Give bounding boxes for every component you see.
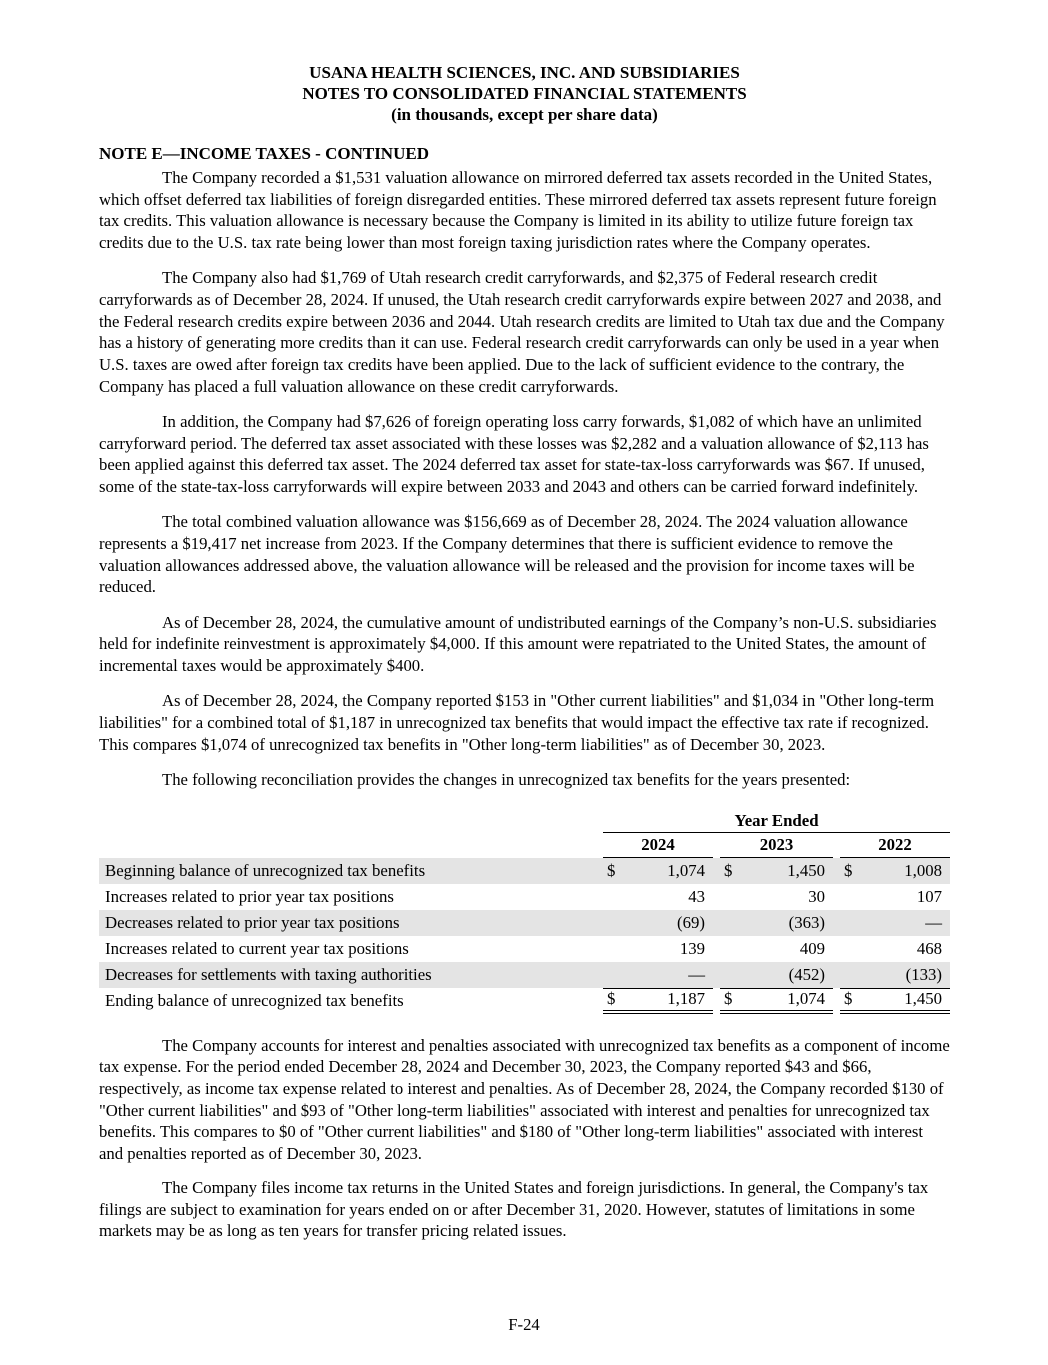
row-label: Beginning balance of unrecognized tax benefits — [105, 860, 426, 880]
paragraph-research-credits: The Company also had $1,769 of Utah research credit carryforwards, and $2,375 of Federal research credit carryforwards as of December 28, 2024. If unused, the Utah research credit carryforwards expire between 2027 and 2038, and the Federal research credits expire between 2036 and 2044. Utah research credits are limited to Utah tax due and the Company has a history of generating more credits than it can use. Federal research credit carryforwards can only be used in a year when U.S. taxes are owed after foreign tax credits have been applied. Due to the lack of sufficient evidence to the contrary, the Company has placed a full valuation allowance on these credit carryforwards. — [99, 268, 945, 396]
table-row-ending-balance — [99, 988, 950, 1014]
dollar-sign: $ — [607, 989, 616, 1009]
paragraph-interest-penalties: The Company accounts for interest and penalties associated with unrecognized tax benefits as a component of income tax expense. For the period ended December 28, 2024 and December 30, 2023, the Company reported $43 and $66, respectively, as income tax expense related to interest and penalties. As of December 28, 2024, the Company recorded $130 of "Other current liabilities" and $93 of "Other long-term liabilities" associated with interest and penalties for unrecognized tax benefits. This compares to $0 of "Other current liabilities" and $180 of "Other long-term liabilities" associated with interest and penalties reported as of December 30, 2023. — [99, 1035, 950, 1164]
cell-value: 1,074 — [787, 989, 825, 1009]
column-gap — [713, 858, 720, 884]
dollar-sign: $ — [724, 860, 733, 880]
column-gap — [833, 910, 840, 936]
paragraph-tax-filings: The Company files income tax returns in the United States and foreign jurisdictions. In general, the Company's tax filings are subject to examination for years ended on or after December 31, 2020. However, statutes of limitations in some markets may be as long as ten years for transfer pricing related issues. — [99, 1177, 929, 1241]
paragraph-operating-loss: In addition, the Company had $7,626 of foreign operating loss carry forwards, $1,082 of which have an unlimited carryforward period. The deferred tax asset associated with these losses was $2,282 and a valuation allowance of $2,113 has been applied against this deferred tax asset. The 2024 deferred tax asset for state-tax-loss carryforwards was $67. If unused, some of the state-tax-loss carryforwards will expire between 2033 and 2043 and others can be carried forward indefinitely. — [99, 412, 929, 497]
paragraph-valuation-allowance: The Company recorded a $1,531 valuation allowance on mirrored deferred tax assets recorded in the United States, which offset deferred tax liabilities of foreign disregarded entities. These mirrored deferred tax assets represent future foreign tax credits. This valuation allowance is necessary because the Company is limited in its ability to utilize future foreign tax credits due to the U.S. tax rate being lower than most foreign taxing jurisdiction rates where the Company operates. — [99, 168, 937, 253]
cell-value: (452) — [788, 964, 825, 984]
cell-value: (363) — [788, 912, 825, 932]
year-column-2024: 2024 — [603, 833, 713, 858]
table-row-increases-current-year — [99, 936, 950, 962]
dollar-sign: $ — [844, 989, 853, 1009]
row-label: Increases related to current year tax positions — [105, 938, 409, 958]
column-gap — [713, 988, 720, 1014]
row-label: Decreases for settlements with taxing authorities — [105, 964, 432, 984]
cell-value: 107 — [916, 886, 942, 906]
column-gap — [833, 962, 840, 988]
document-header — [99, 62, 950, 125]
paragraph-undistributed-earnings: As of December 28, 2024, the cumulative amount of undistributed earnings of the Company’s non-U.S. subsidiaries held for indefinite reinvestment is approximately $4,000. If this amount were repatriated to the United States, the amount of incremental taxes would be approximately $400. — [99, 612, 937, 676]
note-heading: NOTE E—INCOME TAXES - CONTINUED — [99, 144, 429, 163]
column-gap — [713, 833, 720, 858]
cell-value: 1,450 — [787, 860, 825, 880]
row-label: Decreases related to prior year tax positions — [105, 912, 400, 932]
year-column-2023: 2023 — [720, 833, 833, 858]
cell-value: — — [688, 964, 705, 984]
column-gap — [833, 858, 840, 884]
cell-value: 30 — [808, 886, 825, 906]
cell-value: 468 — [916, 938, 942, 958]
cell-value: 139 — [679, 938, 705, 958]
cell-value: 1,074 — [667, 860, 705, 880]
dollar-sign: $ — [844, 860, 853, 880]
paragraph-total-valuation-allowance: The total combined valuation allowance was $156,669 as of December 28, 2024. The 2024 valuation allowance represents a $19,417 net increase from 2023. If the Company determines that there is sufficient evidence to remove the valuation allowances addressed above, the valuation allowance will be released and the provision for income taxes will be reduced. — [99, 512, 915, 597]
table-row-decreases-prior-year — [99, 910, 950, 936]
unrecognized-tax-benefits-table — [99, 811, 950, 1014]
column-gap — [713, 884, 720, 910]
cell-value: — — [925, 912, 942, 932]
column-gap — [713, 910, 720, 936]
document-title: NOTES TO CONSOLIDATED FINANCIAL STATEMENTS — [302, 84, 747, 103]
cell-value: 1,450 — [904, 989, 942, 1009]
column-gap — [713, 936, 720, 962]
row-label: Increases related to prior year tax positions — [105, 886, 394, 906]
paragraph-unrecognized-tax-benefits: As of December 28, 2024, the Company reported $153 in "Other current liabilities" and $1,034 in "Other long-term liabilities" for a combined total of $1,187 in unrecognized tax benefits that would impact the effective tax rate if recognized. This compares $1,074 of unrecognized tax benefits in "Other long-term liabilities" as of December 30, 2023. — [99, 691, 935, 754]
cell-value: 1,008 — [904, 860, 942, 880]
cell-value: (69) — [677, 912, 705, 932]
column-gap — [833, 988, 840, 1014]
company-name: USANA HEALTH SCIENCES, INC. AND SUBSIDIARIES — [309, 63, 740, 82]
dollar-sign: $ — [724, 989, 733, 1009]
cell-value: (133) — [905, 964, 942, 984]
table-year-header-row — [99, 833, 950, 858]
column-gap — [833, 884, 840, 910]
table-row-increases-prior-year — [99, 884, 950, 910]
paragraph-table-intro: The following reconciliation provides the changes in unrecognized tax benefits for the years presented: — [162, 769, 851, 789]
year-ended-header: Year Ended — [603, 811, 950, 833]
units-note: (in thousands, except per share data) — [391, 105, 658, 124]
column-gap — [833, 936, 840, 962]
table-group-header-row — [99, 811, 950, 833]
table-row-decreases-settlements — [99, 962, 950, 988]
row-label: Ending balance of unrecognized tax benefits — [105, 990, 404, 1010]
column-gap — [713, 962, 720, 988]
page-number: F-24 — [508, 1315, 540, 1334]
cell-value: 409 — [799, 938, 825, 958]
year-column-2022: 2022 — [840, 833, 950, 858]
dollar-sign: $ — [607, 860, 616, 880]
table-row-beginning-balance — [99, 858, 950, 884]
cell-value: 1,187 — [667, 989, 705, 1009]
column-gap — [833, 833, 840, 858]
cell-value: 43 — [688, 886, 705, 906]
